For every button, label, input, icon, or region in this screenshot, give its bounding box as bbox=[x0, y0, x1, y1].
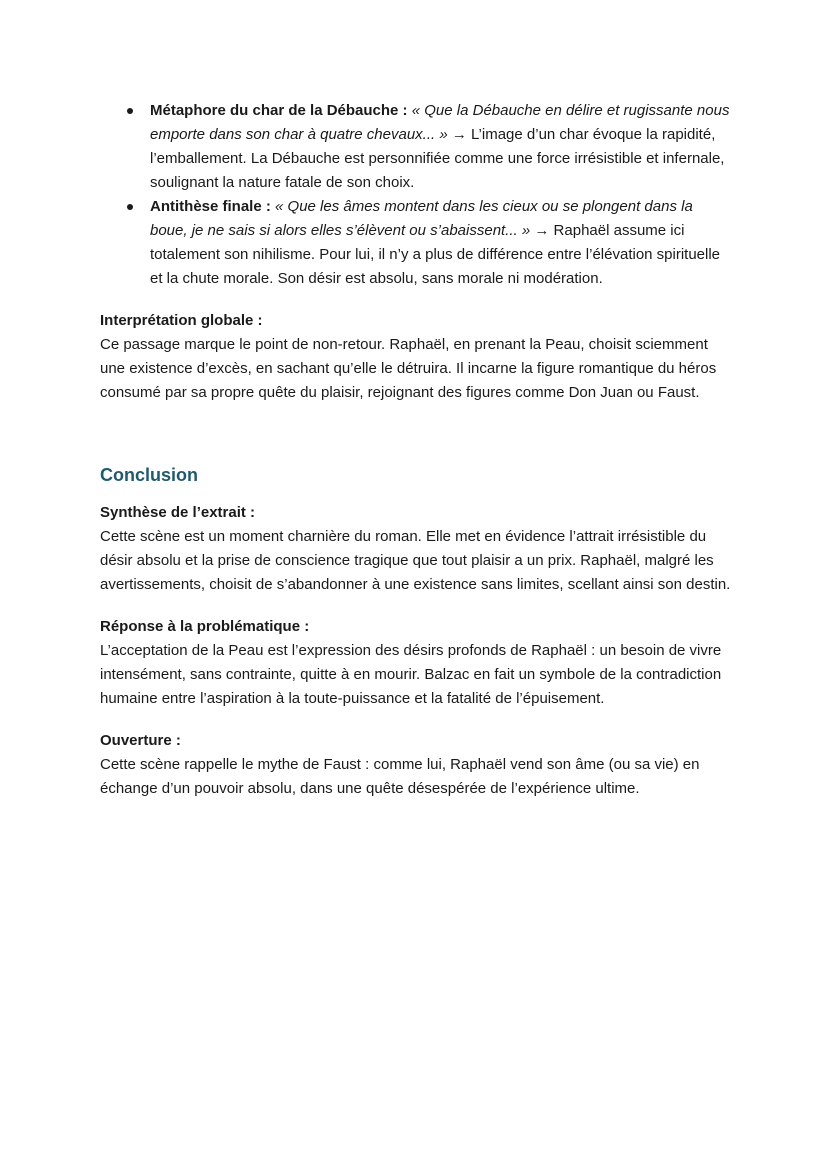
interpretation-section bbox=[100, 309, 732, 405]
ouverture-label: Ouverture : bbox=[100, 732, 181, 749]
bullet-term: Antithèse finale : bbox=[150, 198, 271, 215]
synthese-label: Synthèse de l’extrait : bbox=[100, 504, 256, 521]
interpretation-text: Ce passage marque le point de non-retour. Raphaël, en prenant la Peau, choisit sciemment une existence d’excès, en sachant qu’elle le détruira. Il incarne la figure romantique du héros consumé par sa propre quête du plaisir, rejoignant des figures comme Don Juan ou Faust. bbox=[100, 336, 717, 401]
synthese-section bbox=[100, 501, 732, 597]
bullet-dot-icon bbox=[127, 204, 133, 210]
interpretation-label: Interprétation globale : bbox=[100, 312, 263, 329]
bullet-quote: « Que les âmes montent dans les cieux ou se plongent dans la boue, je ne sais si alors elles s’élèvent ou s’abaissent... » bbox=[150, 198, 693, 239]
conclusion-heading: Conclusion bbox=[100, 465, 198, 485]
bullet-text: → Raphaël assume ici totalement son nihilisme. Pour lui, il n’y a plus de différence entre l’élévation spirituelle et la chute morale. Son désir est absolu, sans morale ni modération. bbox=[150, 222, 721, 287]
ouverture-section bbox=[100, 729, 732, 801]
bullet-item-antithese bbox=[100, 195, 732, 291]
reponse-section bbox=[100, 615, 732, 711]
reponse-label: Réponse à la problématique : bbox=[100, 618, 310, 635]
page-content bbox=[100, 99, 732, 801]
bullet-quote: « Que la Débauche en délire et rugissante nous emporte dans son char à quatre chevaux... » bbox=[150, 102, 730, 143]
synthese-text: Cette scène est un moment charnière du roman. Elle met en évidence l’attrait irrésistible du désir absolu et la prise de conscience tragique que tout plaisir a un prix. Raphaël, malgré les avertissements, choisit de s’abandonner à une existence sans limites, scellant ainsi son destin. bbox=[100, 528, 731, 593]
bullet-item-metaphore bbox=[100, 99, 732, 195]
bullet-term: Métaphore du char de la Débauche : bbox=[150, 102, 408, 119]
ouverture-text: Cette scène rappelle le mythe de Faust : comme lui, Raphaël vend son âme (ou sa vie) en échange d’un pouvoir absolu, dans une quête désespérée de l’expérience ultime. bbox=[100, 756, 700, 797]
bullet-text: → L’image d’un char évoque la rapidité, l’emballement. La Débauche est personnifiée comme une force irrésistible et infernale, soulignant la nature fatale de son choix. bbox=[150, 126, 725, 191]
bullet-dot-icon bbox=[127, 108, 133, 114]
reponse-text: L’acceptation de la Peau est l’expression des désirs profonds de Raphaël : un besoin de vivre intensément, sans contrainte, quitte à en mourir. Balzac en fait un symbole de la contradiction humaine entre l’aspiration à la toute-puissance et la fatalité de l’épuisement. bbox=[100, 642, 722, 707]
bullet-list bbox=[100, 99, 732, 291]
